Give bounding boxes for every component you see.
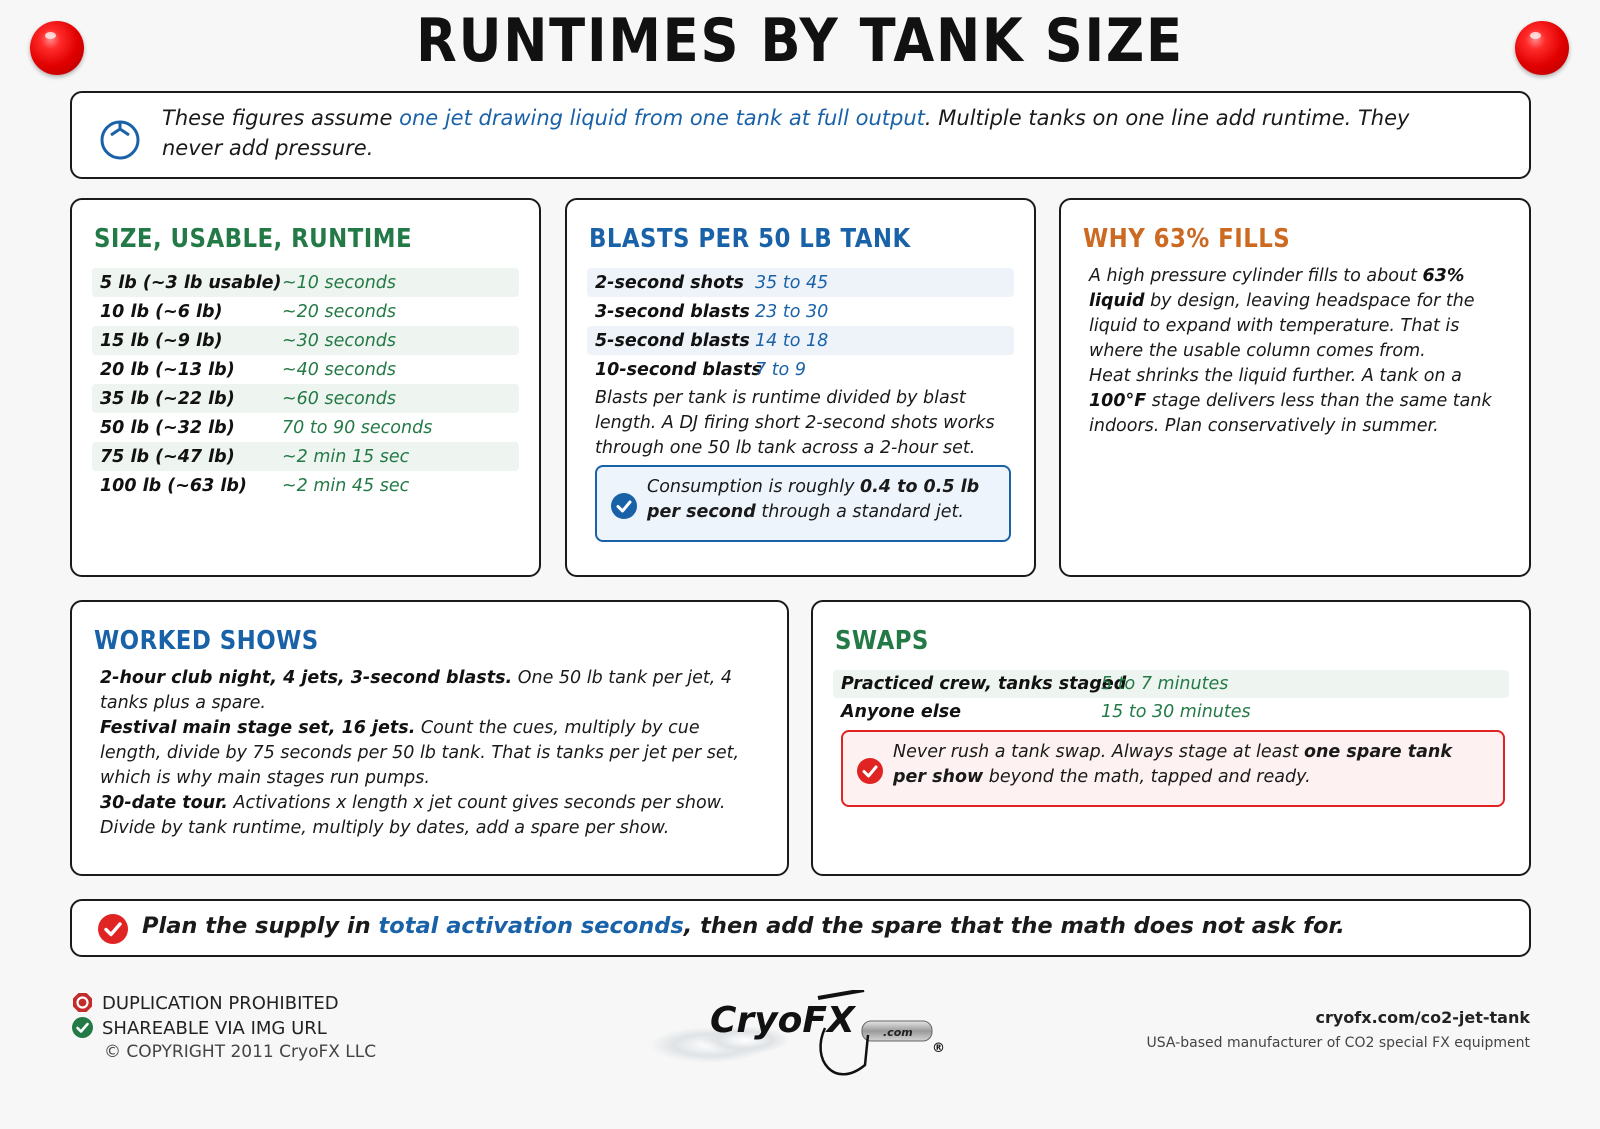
swaps-table [833, 670, 1509, 726]
fills-paragraph-1: A high pressure cylinder fills to about 63% liquid by design, leaving headspace for the liquid to expand with temperature. That is where the usable column comes from. [1089, 266, 1475, 361]
row-value: 14 to 18 [755, 330, 829, 351]
table-row [92, 384, 519, 413]
table-row [92, 413, 519, 442]
row-value: 23 to 30 [755, 301, 829, 322]
row-label: 20 lb (~13 lb) [100, 359, 235, 380]
website-url[interactable]: cryofx.com/co2-jet-tank [1315, 1008, 1530, 1027]
copyright: © COPYRIGHT 2011 CryoFX LLC [104, 1042, 377, 1062]
shareable-note: SHAREABLE VIA IMG URL [72, 1017, 327, 1039]
table-row [92, 471, 519, 500]
consumption-callout [595, 465, 1011, 542]
callout-text: Consumption is roughly 0.4 to 0.5 lb per second through a standard jet. [647, 477, 980, 522]
table-row [92, 326, 519, 355]
pin-right-icon [1515, 21, 1569, 75]
size-table [92, 268, 519, 500]
row-value: 7 to 9 [755, 359, 806, 380]
check-icon [857, 758, 883, 784]
blasts-card [565, 198, 1036, 577]
card-title: WHY 63% FILLS [1083, 224, 1291, 254]
table-row [587, 355, 1014, 384]
card-title: WORKED SHOWS [94, 626, 319, 656]
row-value: ~10 seconds [282, 272, 397, 293]
table-row [587, 326, 1014, 355]
row-label: Practiced crew, tanks staged [841, 674, 1127, 694]
blasts-note: Blasts per tank is runtime divided by blast length. A DJ firing short 2-second shots works through one 50 lb tank across a 2-hour set. [595, 388, 995, 458]
row-value: 5 to 7 minutes [1101, 674, 1229, 694]
no-entry-icon [72, 992, 93, 1013]
row-label: 5 lb (~3 lb usable) [100, 272, 282, 293]
pin-left-icon [30, 21, 84, 75]
shows-list [100, 666, 763, 841]
row-label: Anyone else [841, 702, 962, 722]
check-icon [72, 1017, 93, 1038]
worked-shows-card [70, 600, 789, 876]
check-icon [611, 493, 637, 519]
gauge-icon [98, 117, 142, 161]
summary-text: Plan the supply in total activation seconds, then add the spare that the math does not ask for. [142, 913, 1345, 939]
card-title: BLASTS PER 50 LB TANK [589, 224, 911, 254]
svg-text:®: ® [932, 1041, 945, 1056]
row-label: 75 lb (~47 lb) [100, 446, 235, 467]
show-item: 30-date tour. Activations x length x jet count gives seconds per show. Divide by tank runtime, multiply by dates, add a spare per show. [100, 793, 726, 838]
table-row [833, 698, 1509, 726]
page-title: RUNTIMES BY TANK SIZE [416, 6, 1184, 76]
row-label: 10 lb (~6 lb) [100, 301, 223, 322]
row-label: 35 lb (~22 lb) [100, 388, 235, 409]
duplication-prohibited: DUPLICATION PROHIBITED [72, 992, 339, 1014]
row-value: ~2 min 45 sec [282, 475, 410, 496]
row-label: 15 lb (~9 lb) [100, 330, 223, 351]
row-label: 10-second blasts [595, 359, 762, 380]
row-label: 3-second blasts [595, 301, 750, 322]
row-value: ~2 min 15 sec [282, 446, 410, 467]
callout-text: Never rush a tank swap. Always stage at least one spare tank per show beyond the math, tapped and ready. [893, 742, 1452, 787]
intro-card [70, 91, 1531, 179]
table-row [92, 355, 519, 384]
size-usable-runtime-card [70, 198, 541, 577]
row-label: 100 lb (~63 lb) [100, 475, 247, 496]
blasts-table [587, 268, 1014, 384]
table-row [833, 670, 1509, 698]
cryofx-logo [650, 990, 960, 1085]
table-row [587, 297, 1014, 326]
show-item: 2-hour club night, 4 jets, 3-second blasts. One 50 lb tank per jet, 4 tanks plus a spare. [100, 668, 733, 713]
row-value: ~20 seconds [282, 301, 397, 322]
why-63-fills-card [1059, 198, 1531, 577]
table-row [92, 268, 519, 297]
card-title: SIZE, USABLE, RUNTIME [94, 224, 413, 254]
logo-text: CryoFX [710, 1000, 855, 1041]
table-row [92, 297, 519, 326]
swap-warning-callout [841, 730, 1505, 807]
row-value: ~40 seconds [282, 359, 397, 380]
card-title: SWAPS [835, 626, 929, 656]
row-label: 2-second shots [595, 272, 744, 293]
table-row [587, 268, 1014, 297]
fills-paragraph-2: Heat shrinks the liquid further. A tank on a 100°F stage delivers less than the same tank indoors. Plan conservatively in summer. [1089, 366, 1492, 436]
swaps-card [811, 600, 1531, 876]
row-label: 5-second blasts [595, 330, 750, 351]
intro-text: These figures assume one jet drawing liquid from one tank at full output. Multiple tanks on one line add runtime. They never add pressure. [162, 106, 1410, 160]
row-value: ~30 seconds [282, 330, 397, 351]
summary-banner [70, 899, 1531, 957]
svg-text:.com: .com [883, 1026, 913, 1039]
show-item: Festival main stage set, 16 jets. Count the cues, multiply by cue length, divide by 75 seconds per 50 lb tank. That is tanks per jet per set, which is why main stages run pumps. [100, 718, 740, 788]
check-icon [98, 914, 128, 944]
row-value: ~60 seconds [282, 388, 397, 409]
row-value: 35 to 45 [755, 272, 829, 293]
row-label: 50 lb (~32 lb) [100, 417, 235, 438]
row-value: 15 to 30 minutes [1101, 702, 1251, 722]
table-row [92, 442, 519, 471]
row-value: 70 to 90 seconds [282, 417, 433, 438]
tagline: USA-based manufacturer of CO2 special FX equipment [1146, 1035, 1530, 1051]
